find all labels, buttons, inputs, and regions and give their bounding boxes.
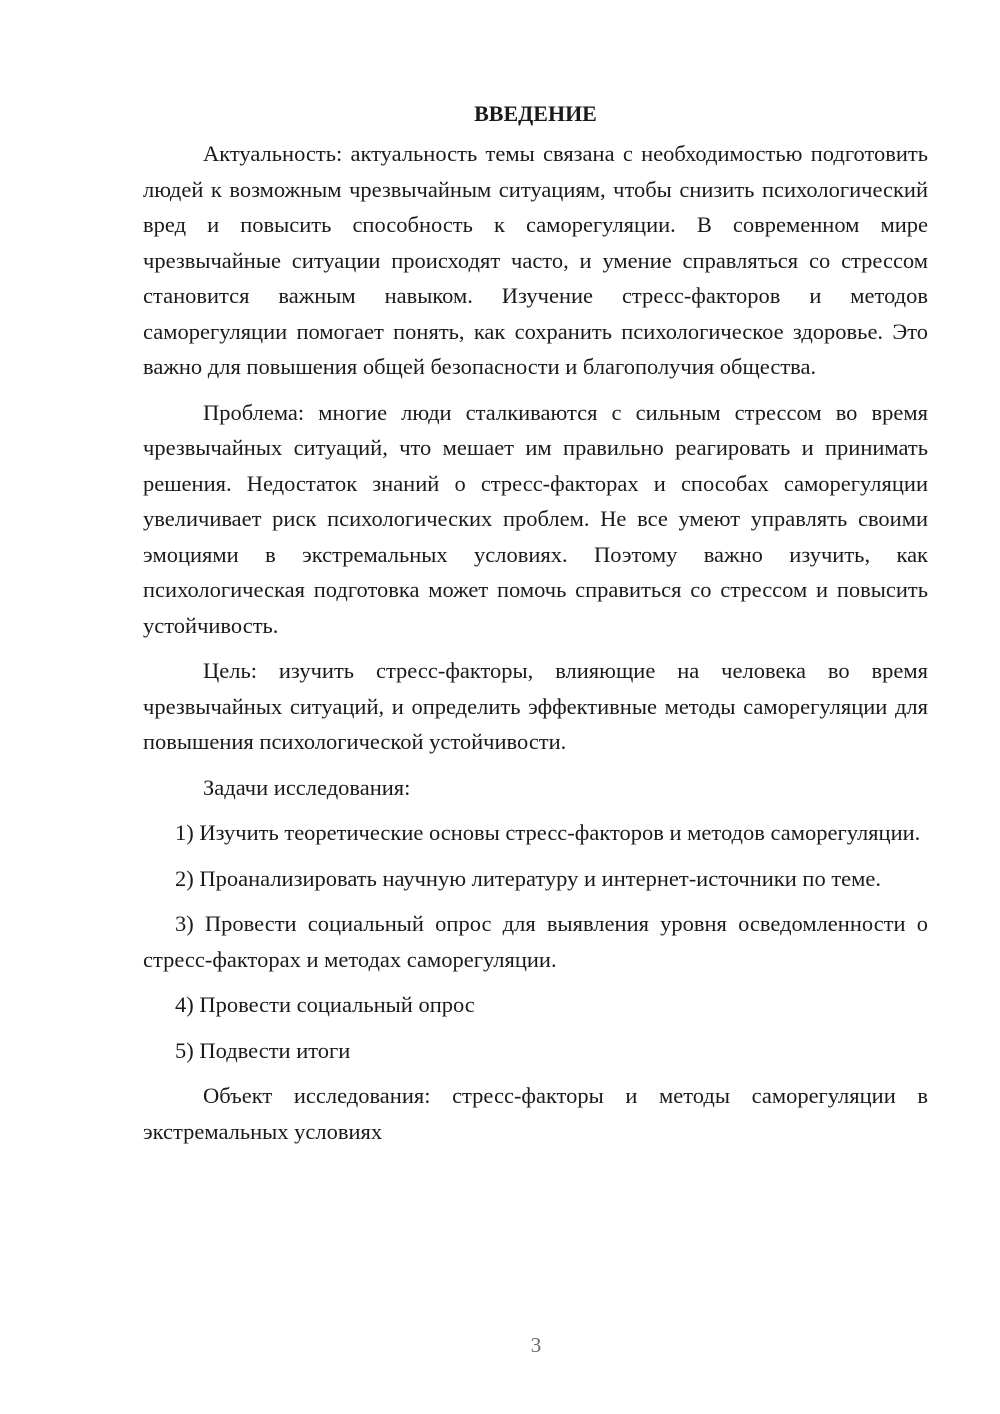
page-number: 3 bbox=[530, 1333, 542, 1357]
section-title: ВВЕДЕНИЕ bbox=[474, 101, 597, 126]
task-item-4: 4) Провести социальный опрос bbox=[175, 992, 475, 1017]
document-page bbox=[143, 96, 928, 1159]
task-item-2: 2) Проанализировать научную литературу и интернет-источники по теме. bbox=[175, 865, 881, 891]
paragraph-goal: Цель: изучить стресс-факторы, влияющие на человека во время чрезвычайных ситуаций, и определить эффективные методы саморегуляции для повышения психологической устойчивости. bbox=[143, 658, 928, 754]
task-item-5: 5) Подвести итоги bbox=[175, 1037, 351, 1063]
paragraph-object: Объект исследования: стресс-факторы и методы саморегуляции в экстремальных условиях bbox=[143, 1083, 928, 1144]
tasks-heading: Задачи исследования: bbox=[203, 774, 411, 800]
task-item-3: 3) Провести социальный опрос для выявления уровня осведомленности о стресс-факторах и методах саморегуляции. bbox=[143, 911, 928, 972]
paragraph-problem: Проблема: многие люди сталкиваются с сильным стрессом во время чрезвычайных ситуаций, что мешает им правильно реагировать и принимать решения. Недостаток знаний о стресс-факторах и способах саморегуляции увеличивает риск психологических проблем. Не все умеют управлять своими эмоциями в экстремальных условиях. Поэтому важно изучить, как психологическая подготовка может помочь справиться со стрессом и повысить устойчивость. bbox=[143, 399, 928, 638]
task-item-1: 1) Изучить теоретические основы стресс-факторов и методов саморегуляции. bbox=[175, 820, 921, 845]
paragraph-relevance: Актуальность: актуальность темы связана с необходимостью подготовить людей к возможным чрезвычайным ситуациям, чтобы снизить психологический вред и повысить способность к саморегуляции. В современном мире чрезвычайные ситуации происходят часто, и умение справляться со стрессом становится важным навыком. Изучение стресс-факторов и методов саморегуляции помогает понять, как сохранить психологическое здоровье. Это важно для повышения общей безопасности и благополучия общества. bbox=[143, 141, 928, 379]
